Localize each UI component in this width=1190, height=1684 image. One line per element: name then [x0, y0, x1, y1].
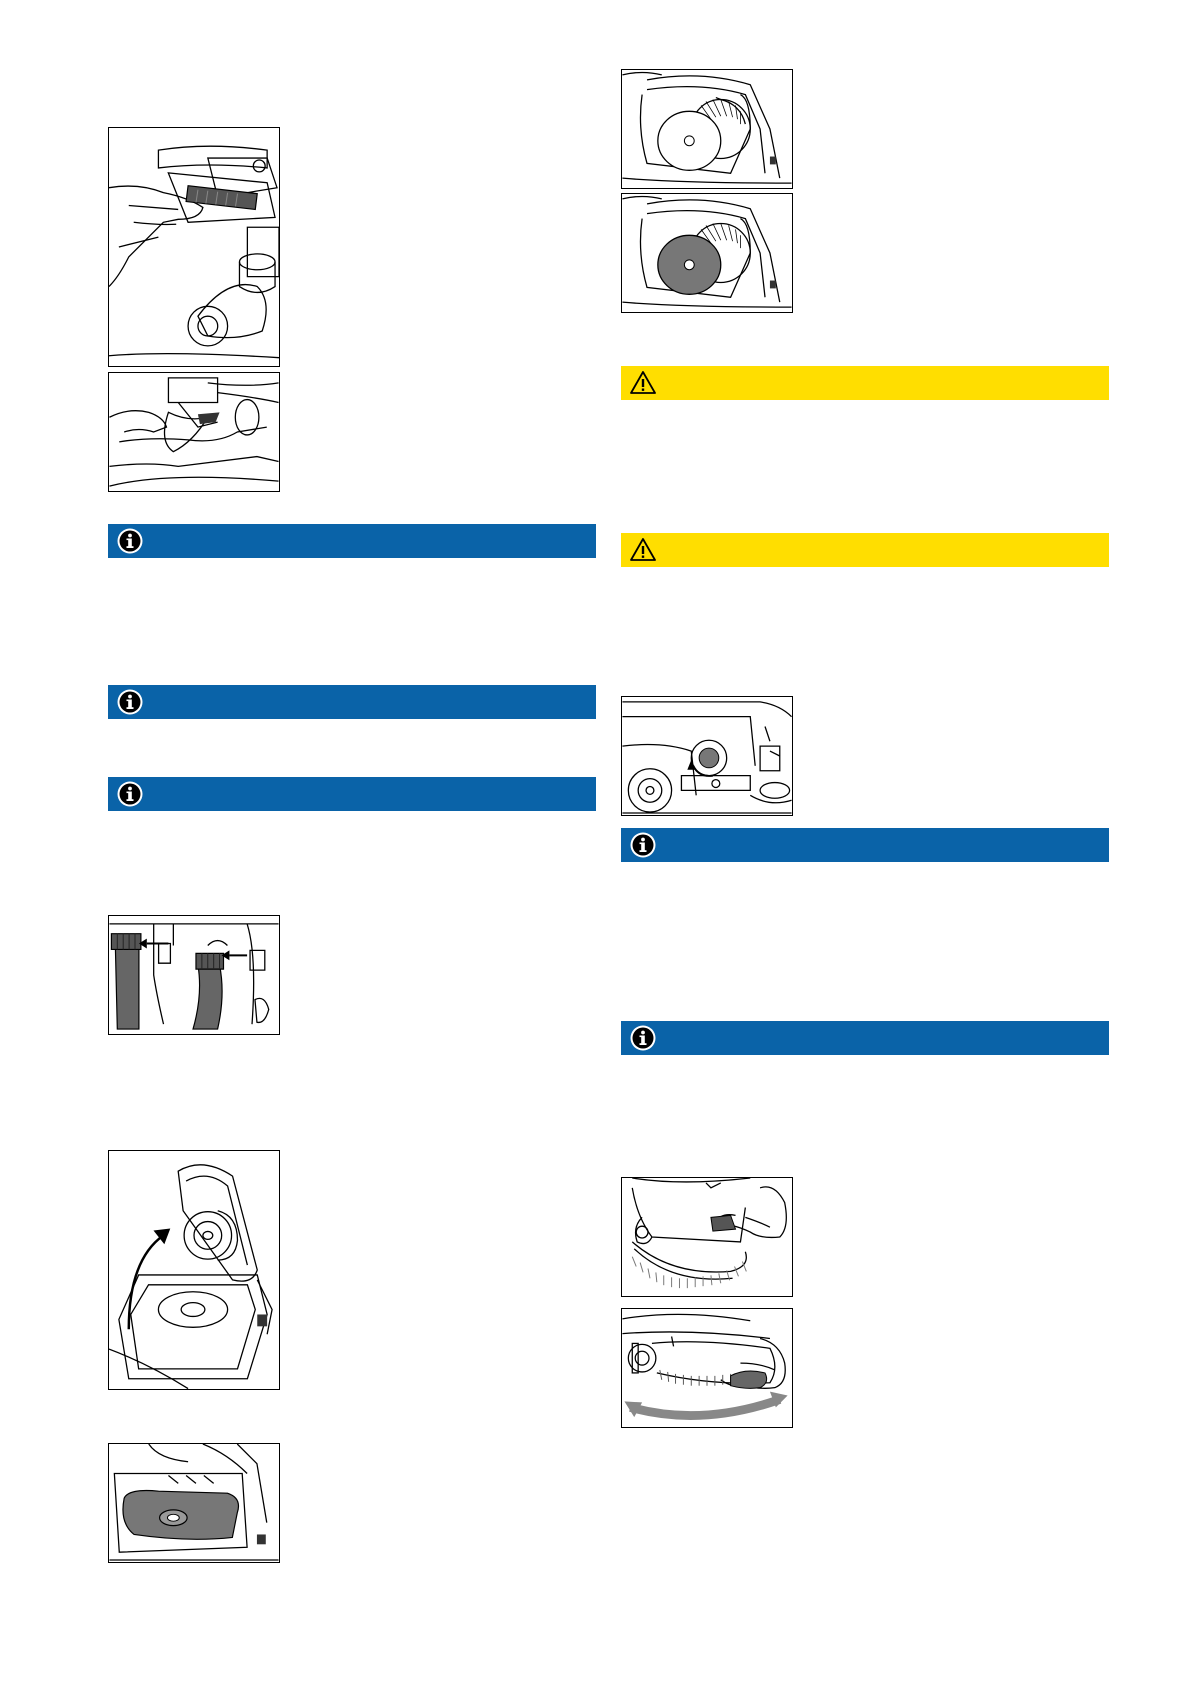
- hoses-illustration: [109, 916, 279, 1034]
- figure-hoses: [108, 915, 280, 1035]
- squeegee-illustration: [109, 373, 279, 491]
- info-icon: [116, 527, 144, 555]
- info-icon: [629, 831, 657, 859]
- warning-icon: [629, 536, 657, 564]
- motor-filter-grey-illustration: [622, 194, 792, 312]
- info-bar-4: [621, 828, 1109, 862]
- warning-bar-1: [621, 366, 1109, 400]
- info-bar-5: [621, 1021, 1109, 1055]
- info-bar-2: [108, 685, 596, 719]
- figure-tank-filter: [108, 1443, 280, 1563]
- warning-icon: [629, 369, 657, 397]
- rotation-knob-illustration: [622, 697, 792, 815]
- figure-open-lid: [108, 1150, 280, 1390]
- open-lid-illustration: [109, 1151, 279, 1389]
- info-bar-1: [108, 524, 596, 558]
- info-icon: [629, 1024, 657, 1052]
- brush-remove-illustration: [622, 1309, 792, 1427]
- info-bar-3: [108, 777, 596, 811]
- motor-filter-white-illustration: [622, 70, 792, 188]
- figure-motor-filter-white: [621, 69, 793, 189]
- figure-lever-release: [108, 127, 280, 367]
- figure-rotation-knob: [621, 696, 793, 816]
- figure-brush-remove: [621, 1308, 793, 1428]
- warning-bar-2: [621, 533, 1109, 567]
- brush-release-illustration: [622, 1178, 792, 1296]
- info-icon: [116, 780, 144, 808]
- lever-illustration: [109, 128, 279, 366]
- figure-motor-filter-grey: [621, 193, 793, 313]
- info-icon: [116, 688, 144, 716]
- figure-brush-release: [621, 1177, 793, 1297]
- tank-filter-illustration: [109, 1444, 279, 1562]
- figure-squeegee-hands: [108, 372, 280, 492]
